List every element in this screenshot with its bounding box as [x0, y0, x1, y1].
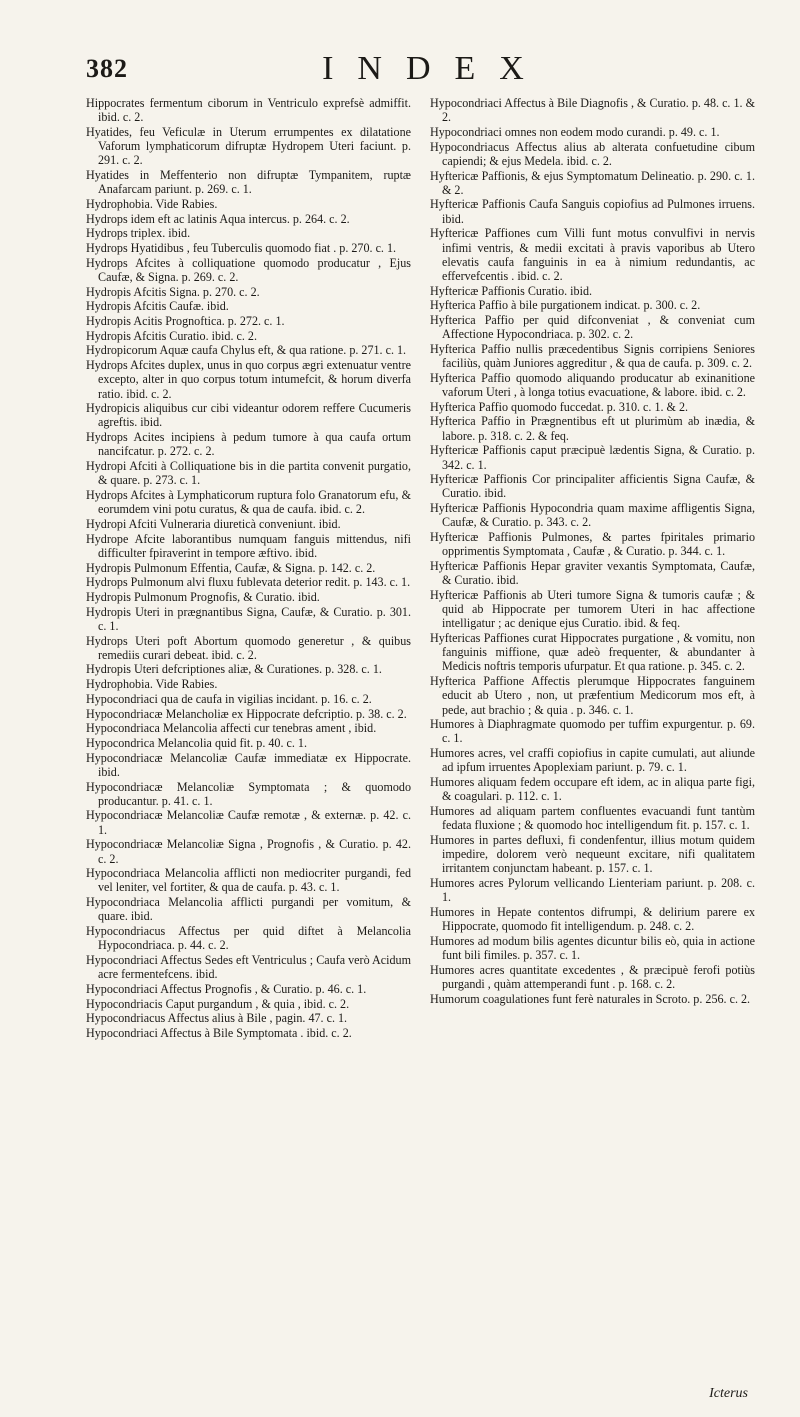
index-entry: Hydropis Afcitis Signa. p. 270. c. 2. [86, 284, 260, 299]
index-entry: Hydrops Acites incipiens à pedum tumore à qua caufa ortum nancifcatur. p. 272. c. 2. [86, 430, 411, 459]
index-entry: Hypocondriacis Caput purgandum , & quia , ibid. c. 2. [86, 996, 350, 1011]
index-entry: Hydropis Afcitis Curatio. ibid. c. 2. [86, 328, 257, 343]
index-entry: Hypocondriacæ Melancoliæ Caufæ remotæ , & externæ. p. 42. c. 1. [86, 808, 411, 837]
index-entry: Hypocondriacus Affectus alius ab alterata confuetudine cibum capiendi; & ejus Medela. ibid. c. 2. [430, 139, 755, 168]
index-entry: Hyftericæ Paffionis caput præcipuè lædentis Signa, & Curatio. p. 342. c. 1. [430, 443, 755, 472]
index-entry: Hyftericæ Paffionis ab Uteri tumore Signa & tumoris caufæ ; & quid ab Hippocrate per tumorem Uteri in hac affectione intelligatur ; ac denique ejus Curatio. ibid. & feq. [430, 587, 755, 631]
index-entry: Humores aliquam fedem occupare eft idem, ac in aliqua parte figi, & coagulari. p. 112. c. 1. [430, 775, 755, 804]
index-column-right [430, 96, 755, 1006]
index-entry: Hypocondrica Melancolia quid fit. p. 40. c. 1. [86, 735, 307, 750]
index-entry: Hydrops Uteri poft Abortum quomodo generetur , & quibus remediis curari debeat. ibid. c. 2. [86, 633, 411, 662]
index-entry: Hydrops Pulmonum alvi fluxu fublevata deterior redit. p. 143. c. 1. [86, 575, 411, 590]
index-entry: Hydropis Uteri defcriptiones aliæ, & Curationes. p. 328. c. 1. [86, 662, 382, 677]
index-entry: Hypocondriaca Melancolia affecti cur tenebras ament , ibid. [86, 721, 377, 736]
index-entry: Hydropis Afcitis Caufæ. ibid. [86, 299, 229, 314]
index-entry: Hypocondriacus Affectus per quid diftet à Melancolia Hypocondriaca. p. 44. c. 2. [86, 924, 411, 953]
index-entry: Hypocondriaci Affectus Prognofis , & Curatio. p. 46. c. 1. [86, 981, 367, 996]
index-entry: Hyfterica Paffio in Prægnentibus eft ut plurimùm ab inædia, & labore. p. 318. c. 2. & feq. [430, 414, 755, 443]
index-entry: Humores à Diaphragmate quomodo per tuffim expurgentur. p. 69. c. 1. [430, 717, 755, 746]
index-entry: Hydrops Hyatidibus , feu Tuberculis quomodo fiat . p. 270. c. 1. [86, 241, 397, 256]
index-entry: Hyfterica Paffio per quid difconveniat , & conveniat cum Affectione Hypocondriaca. p. 302. c. 2. [430, 313, 755, 342]
index-entry: Hyftericæ Paffionis Pulmones, & partes fpiritales primario opprimentis Symptomata , Caufæ , & Curatio. p. 344. c. 1. [430, 530, 755, 559]
index-entry: Hippocrates fermentum ciborum in Ventriculo exprefsè admiffit. ibid. c. 2. [86, 96, 411, 125]
index-entry: Hydrops idem eft ac latinis Aqua intercus. p. 264. c. 2. [86, 211, 350, 226]
index-entry: Hydrops triplex. ibid. [86, 226, 191, 241]
index-entry: Hydropis Uteri in prægnantibus Signa, Caufæ, & Curatio. p. 301. c. 1. [86, 604, 411, 633]
index-column-left [86, 96, 411, 1041]
index-entry: Hydrophobia. Vide Rabies. [86, 677, 218, 692]
index-entry: Hyfterica Paffio quomodo aliquando producatur ab exinanitione vaforum Uteri , à longa totius evacuatione, & labore. ibid. c. 2. [430, 370, 755, 400]
index-entry: Hypocondriacæ Melancoliæ Caufæ immediatæ ex Hippocrate. ibid. [86, 750, 411, 779]
index-entry: Humores acres, vel craffi copiofius in capite cumulati, aut aliunde ad ipfum irruentes Apoplexiam pariunt. p. 79. c. 1. [430, 746, 755, 775]
index-entry: Humores ad aliquam partem confluentes evacuandi funt tantùm fedata fluxione ; & quomodo hoc intelligendum fit. p. 157. c. 1. [430, 803, 755, 833]
index-entry: Hypocondriacæ Melancoliæ Symptomata ; & quomodo producantur. p. 41. c. 1. [86, 779, 411, 808]
index-entry: Hydrope Afcite laborantibus numquam fanguis mittendus, nifi difficulter fpiraverint in tempore æftivo. ibid. [86, 531, 411, 560]
catchword: Icterus [709, 1386, 748, 1401]
index-entry: Hydropi Afciti Vulneraria diureticà conveniunt. ibid. [86, 516, 341, 531]
index-entry: Hyftericæ Paffionis Curatio. ibid. [430, 283, 593, 298]
index-entry: Hypocondriaca Melancolia afflicti non mediocriter purgandi, fed vel leniter, vel fortiter, & qua de caufa. p. 43. c. 1. [86, 866, 411, 895]
index-entry: Hyatides in Meffenterio non difruptæ Tympanitem, ruptæ Anafarcam pariunt. p. 269. c. 1. [86, 168, 411, 197]
index-entry: Hydrops Afcites à Lymphaticorum ruptura folo Granatorum efu, & eorumdem vini potu curatus, & qua de caufa. ibid. c. 2. [86, 487, 411, 517]
index-entry: Hyatides, feu Veficulæ in Uterum errumpentes ex dilatatione Vaforum lymphaticorum difruptæ Hydropem Uteri faciunt. p. 291. c. 2. [86, 124, 411, 168]
index-entry: Hypocondriaci Affectus Sedes eft Ventriculus ; Caufa verò Acidum acre fermentefcens. ibid. [86, 952, 411, 982]
index-entry: Hyftericæ Paffionis Cor principaliter afficientis Signa Caufæ, & Curatio. ibid. [430, 472, 755, 501]
index-entry: Hyftericæ Paffionis Hypocondria quam maxime affligentis Signa, Caufæ, & Curatio. p. 343. c. 2. [430, 501, 755, 530]
index-entry: Hyftericæ Paffionis Hepar graviter vexantis Symptomata, Caufæ, & Curatio. ibid. [430, 559, 755, 588]
index-entry: Humores in Hepate contentos difrumpi, & delirium parere ex Hippocrate, quomodo fit intelligendum. p. 248. c. 2. [430, 904, 755, 934]
index-entry: Hypocondriacus Affectus alius à Bile , pagin. 47. c. 1. [86, 1011, 348, 1026]
index-entry: Hydrophobia. Vide Rabies. [86, 196, 218, 211]
index-entry: Hydrops Afcites duplex, unus in quo corpus ægri extenuatur ventre excepto, alter in quo corpus totum intumefcit, & horum diverfa ratio. ibid. c. 2. [86, 358, 411, 401]
index-entry: Hypocondriaci qua de caufa in vigilias incidant. p. 16. c. 2. [86, 691, 372, 706]
index-entry: Hydropicorum Aquæ caufa Chylus eft, & qua ratione. p. 271. c. 1. [86, 343, 407, 358]
index-entry: Hypocondriaci Affectus à Bile Diagnofis , & Curatio. p. 48. c. 1. & 2. [430, 96, 755, 125]
index-entry: Hypocondriacæ Melancholiæ ex Hippocrate defcriptio. p. 38. c. 2. [86, 706, 407, 721]
running-title: INDEX [322, 50, 548, 87]
index-entry: Humores ad modum bilis agentes dicuntur bilis eò, quia in actione funt bili fimiles. p. 357. c. 1. [430, 933, 755, 962]
index-entry: Hyfterica Paffio quomodo fuccedat. p. 310. c. 1. & 2. [430, 399, 689, 414]
index-entry: Hydropis Pulmonum Effentia, Caufæ, & Signa. p. 142. c. 2. [86, 560, 376, 575]
index-entry: Humores in partes defluxi, fi condenfentur, illius motum quidem impedire, dolorem verò nequeunt excitare, nifi qualitatem irritantem conjunctam habeant. p. 157. c. 1. [430, 832, 755, 876]
page-header [86, 44, 760, 88]
index-entry: Humores acres quantitate excedentes , & præcipuè ferofi potiùs purgandi , quàm attemperandi funt . p. 168. c. 2. [430, 962, 755, 991]
index-entry: Hypocondriaca Melancolia afflicti purgandi per vomitum, & quare. ibid. [86, 895, 411, 924]
index-entry: Hyfterica Paffio à bile purgationem indicat. p. 300. c. 2. [430, 298, 701, 313]
index-entry: Hypocondriacæ Melancoliæ Signa , Prognofis , & Curatio. p. 42. c. 2. [86, 837, 411, 866]
index-entry: Hyftericæ Paffiones cum Villi funt motus convulfivi in nervis infimi ventris, & medii excitati à pravis vaporibus ab Utero elevatis caufa fanguinis in ea à nimium redundantis, ac effervefcentis . ibid. c. 2. [430, 226, 755, 283]
index-entry: Hypocondriaci Affectus à Bile Symptomata . ibid. c. 2. [86, 1026, 352, 1040]
index-entry: Hyftericas Paffiones curat Hippocrates purgatione , & vomitu, non fanguinis miffione, quæ adeò frequenter, & abundanter à Medicis noftris temporis ufurpatur. Et qua ratione. p. 345. c. 2. [430, 631, 755, 674]
index-entry: Hyftericæ Paffionis, & ejus Symptomatum Delineatio. p. 290. c. 1. & 2. [430, 168, 755, 197]
index-entry: Hydropis Acitis Prognoftica. p. 272. c. 1. [86, 314, 285, 329]
index-entry: Hyftericæ Paffionis Caufa Sanguis copiofius ad Pulmones irruens. ibid. [430, 197, 755, 226]
index-entry: Hydrops Afcites à colliquatione quomodo producatur , Ejus Caufæ, & Signa. p. 269. c. 2. [86, 255, 411, 284]
index-entry: Hydropicis aliquibus cur cibi videantur odorem reffere Cucumeris agreftis. ibid. [86, 401, 411, 430]
index-entry: Humores acres Pylorum vellicando Lienteriam pariunt. p. 208. c. 1. [430, 875, 755, 905]
index-entry: Hyfterica Paffione Affectis plerumque Hippocrates fanguinem educit ab Utero , non, ut præfentium Medicorum mos eft, à pede, aut brachio ; & quia . p. 346. c. 1. [430, 674, 755, 717]
index-entry: Hydropi Afciti à Colliquatione bis in die partita convenit purgatio, & quare. p. 273. c. 1. [86, 459, 411, 488]
index-entry: Humorum coagulationes funt ferè naturales in Scroto. p. 256. c. 2. [430, 991, 751, 1006]
index-entry: Hyfterica Paffio nullis præcedentibus Signis corripiens Seniores faciliùs, quàm Juniores aggreditur , & qua de caufa. p. 309. c. 2. [430, 341, 755, 371]
index-entry: Hydropis Pulmonum Prognofis, & Curatio. ibid. [86, 589, 320, 604]
index-entry: Hypocondriaci omnes non eodem modo curandi. p. 49. c. 1. [430, 124, 720, 139]
page-number: 382 [86, 54, 128, 83]
